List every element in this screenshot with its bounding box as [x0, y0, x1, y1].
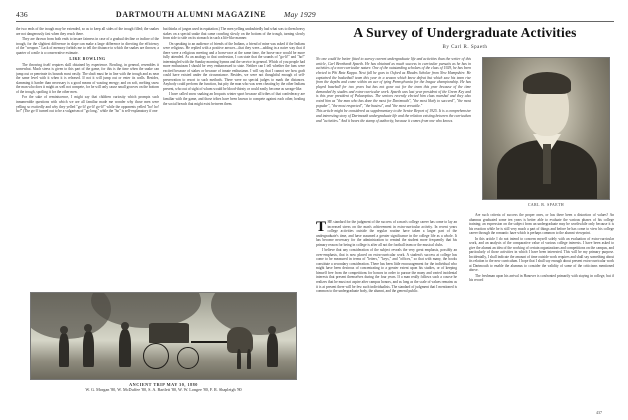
- magazine-title: DARTMOUTH ALUMNI MAGAZINE: [115, 10, 267, 19]
- photo-caption: [30, 382, 297, 392]
- left-column-2: [163, 27, 305, 289]
- paragraph: I have called snow snaking an Iroquois winter sport because all tribes of that confederacy are familiar with the game, and those tribes have been known to compete against each other, healing the social breach that might exist between them.: [163, 92, 305, 106]
- paragraph: Are such criteria of success the proper ones, or has there been a distortion of values? An alumnus graduated some ten years is better able to evaluate the various phases of his college training; an expression on the subject from an undergraduate may be worthwhile only because it is his reaction while he is still very much a part of things and before he has come to view his college career through the romantic haze which is perhaps common to the alumni viewpoint.: [469, 213, 614, 236]
- article-byline: By Carl R. Spaeth: [442, 45, 488, 50]
- paragraph: For the sake of reminiscence, I might say that children curiosity which prompts such innumerable questions with which we are all familiar made me wonder why those men were yelling so excitedly and why they yelled "go-li! go-li! go-li!" while the opponents yelled "ho! ho! ho!" (The go-li' turned out to be a vulgarism of "go long," while the "ho" is self-explanatory if one: [16, 95, 159, 114]
- section-subhead: LIKE BOWLING: [69, 56, 106, 61]
- intro-paragraph: No one could be better fitted to survey current undergraduate life and activities than the writer of this article, Carl Bernhardt Spaeth. He has obtained as much success in curricular pursuits as he has in activities of a non-curricular nature. One of the outstanding scholars of the class of 1929, he has been elected to Phi Beta Kappa. Next fall he goes to Oxford as Rhodes Scholar from New Hampshire. He captained the basketball team this year in a season which knew defeat but which saw his team rise from the depths and come within an ace of tying Pennsylvania for the league championship. He has played baseball for two years but has not gone out for the team this year because of the time demanded by studies and extra-curricular work. Spaeth was last year president of the Green Key and is this year president of Palaeopitus. The seniors recently elected him class marshal and they also voted him as "the man who has done the most for Dartmouth", "the most likely to succeed", "the most popular", "the most respected", "the busiest", and "the most versatile.": [316, 57, 471, 108]
- article-column-2: [469, 213, 614, 407]
- drop-cap: T: [316, 220, 327, 235]
- paragraph: They are thrown from both ends to insure fairness in case of a gradual decline or incline of the trough, for the slightest difference in slope can make a large difference in directing the efficiency of the "weapon." Lack of memory forbids me to tell the distance to which the snakes are thrown; a quarter of a mile is a conservative estimate.: [16, 36, 159, 55]
- photo-caption-names: W. G. Morgan '80, W. McDuffee '80, S. A. Bartlett '80, W. W. Longee '80, F. R. Shapleigh '80: [85, 387, 242, 392]
- running-head: [16, 8, 614, 22]
- paragraph: The throwing itself requires skill obtained by experience. Bowling, in general, resembles it somewhat. Much stress is given to this part of the game, for this is the time when the snake can jump out or penetrate its bounds most easily. The shaft must be in line with the trough and as near the same level with it when it is released. If not it will jump out or enter its walls. Besides, slamming it harder than necessary is a good means of wasting energy; and on soft, melting snow the man who does it might as well not compete, for he will only cause small grooves on the bottom of the trough, spoiling it for the other men.: [16, 62, 159, 94]
- article-column-1: [316, 220, 457, 407]
- left-column-1: [16, 27, 159, 289]
- page-number-right: 437: [596, 410, 602, 415]
- author-portrait: [482, 57, 610, 200]
- portrait-caption: CARL B. SPAETH: [527, 203, 565, 207]
- paragraph: the two ends of the trough may be extended, so as to keep all sides of the trough filled; the snakes are not dangerously fast when they reach there.: [16, 27, 159, 36]
- issue-date: May 1929: [284, 10, 316, 19]
- page-number-left: 436: [16, 10, 28, 19]
- paragraph: but thinks of jargon used in equitation.) The men yelling undoubtedly had what was to them heavy stakes on a special snake that came crawling slowly on the bottom of the trough, turning slowly from side to side on its stomach in such a life-like manner.: [163, 27, 305, 41]
- paragraph: In this article I do not intend to concern myself solely with an evaluation of extra-curricular work, and an analysis of the comparative value of various college interests. I have been asked to give the alumni an idea of the working of certain organizations and competitions on the campus, and particularly of those activities in which I have been interested. This will be my primary purpose. Incidentally, I shall indicate the amount of time outside work requires and shall say something about its relation to the new curriculum. I hope that I shall say enough about present extra-curricular work at Dartmouth to enable the alumnus to consider the validity of some of the criticisms mentioned above.: [469, 236, 614, 273]
- paragraph: On speaking to an audience of friends of the Indians, a friend of mine was asked if the Indians were religious. He replied with a positive answer—that they were—adding in a naive way that if there were a religious meeting and a horse-race at the same time, the horse-race would be more fully attended. As an analogy to that confession, I can state that the sounds of "go-li!" and "ho!" intermingled with the Sunday morning hymns and the service in general. Which of you people had more enthusiasm I should be very embarrassed to state. Neither can I tell whether the fans were excited because of stakes or because of innate enthusiasm. I will say that I cannot see how graft could have existed under the circumstance. Besides, we were not thoughtful enough of self-preservation to resort to such methods. There were no special judges to mark the distances. Anybody could perform the function, but pity the man who was seen cheating by the other Indians present, who out of sight of whom would be blood-thirsty or could easily become as savage-like.: [163, 41, 305, 91]
- paragraph: THE standard for the judgment of the success of a man's college career has come to lay an increased stress on the man's achievement in extra-curricular activity. In recent years college activities outside the regular routine have taken a larger part of the undergraduate's time, and have assumed a greater significance in the college life as a whole. It has become necessary for the administration to remind the student more frequently that his primary reason for being in college is after all not the football team or the musical clubs.: [316, 220, 457, 247]
- intro-paragraph: This article might be considered as supplementary to the Senior Report of 1925. It is a comprehensive and interesting story of Dartmouth undergraduate life and the relation existing between the curriculum and "activities." And it bears the stamp of authority, because it comes from one who knows.: [316, 109, 471, 123]
- paragraph: The freshman upon his arrival in Hanover is confronted primarily with staying in college, but if his record: [469, 273, 614, 283]
- article-intro: [316, 57, 471, 217]
- photo-caption-title: ANCIENT TRIP MAY 30, 1880: [129, 382, 198, 387]
- paragraph: I believe that any consideration of the subject reveals the very great emphasis, possibly an over-emphasis, that is now placed on extra-curricular work. A student's success at college has come to be measured in terms of "letters," "keys," and "offices," so that with many, the books constitute a secondary consideration. There has been little encouragement for the individual who might have been desirous of concentrating to a greater extent upon his studies, or of keeping himself free from the competitions for honors in order to pursue the many and varied incidental interests that present themselves during the four years. If a man really follows such a course he realizes that he must not aspire after campus honors, and as long as the scale of values remains as it is at present there will be few such individualists. The standard of judgment that I mentioned is common to the undergraduate body, the alumni, and the general public.: [316, 248, 457, 294]
- historical-photo: [30, 292, 297, 380]
- article-title: A Survey of Undergraduate Activities: [353, 25, 577, 40]
